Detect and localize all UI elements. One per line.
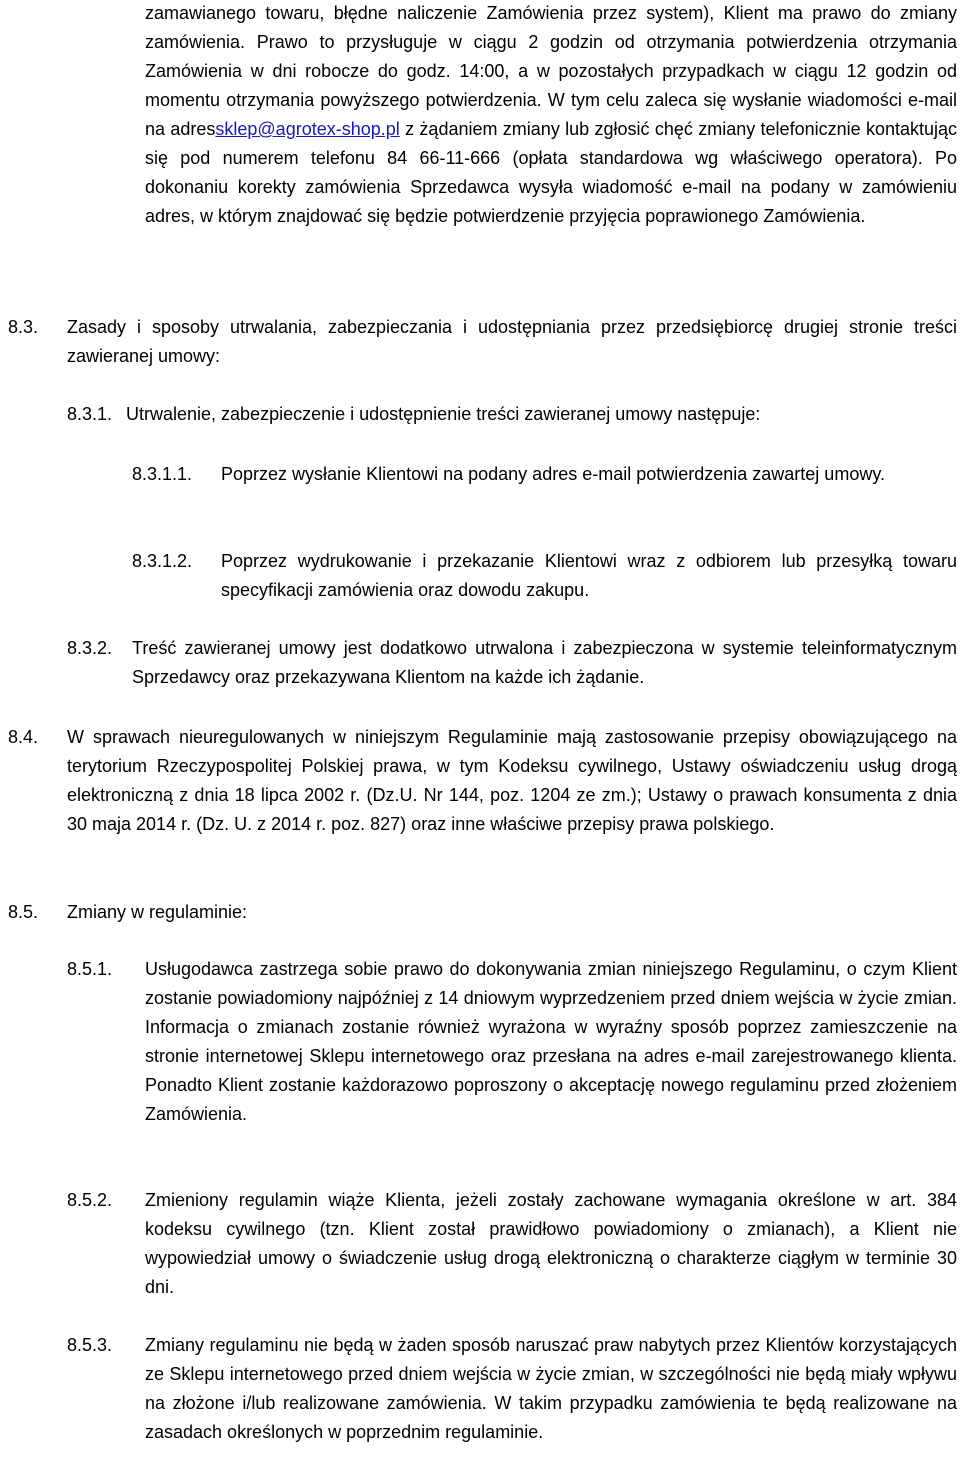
section-text: Usługodawca zastrzega sobie prawo do dokonywania zmian niniejszego Regulaminu, o czym Klient zostanie powiadomiony najpóźniej z 14 dniowym wyprzedzeniem przed dniem wejścia w życie zmian. Informacja o zmianach zostanie również wyrażona w wyraźny sposób poprzez zamieszczenie na stronie internetowej Sklepu internetowego oraz przesłana na adres e-mail zarejestrowanego klienta. Ponadto Klient zostanie każdorazowo poproszony o akceptację nowego regulaminu przed złożeniem Zamówienia. — [145, 959, 957, 1124]
section-text: Zasady i sposoby utrwalania, zabezpieczania i udostępniania przez przedsiębiorcę drugiej stronie treści zawieranej umowy: — [67, 317, 957, 366]
section-number: 8.5.2. — [67, 1190, 113, 1210]
section-number: 8.3.1.2. — [132, 551, 193, 571]
section-text: Zmiany w regulaminie: — [67, 902, 248, 922]
intro-text-part1: zamawianego towaru, błędne naliczenie Zamówienia przez system), Klient ma prawo do zmiany zamówienia. Prawo to przysługuje w ciągu 2 godzin od otrzymania potwierdzenia otrzymania Zamówienia w dni robocze do godz. 14:00, a w pozostałych przypadkach w ciągu 12 godzin od momentu otrzymania powyższego potwierdzenia. W tym celu zaleca się wysłanie wiadomości e-mail na adres — [145, 3, 957, 139]
section-number: 8.5.3. — [67, 1335, 113, 1355]
section-text: Poprzez wydrukowanie i przekazanie Klientowi wraz z odbiorem lub przesyłką towaru specyfikacji zamówienia oraz dowodu zakupu. — [221, 551, 957, 600]
section-text: Poprzez wysłanie Klientowi na podany adres e-mail potwierdzenia zawartej umowy. — [221, 464, 885, 484]
intro-text-part2: z żądaniem zmiany lub zgłosić chęć zmiany telefonicznie kontaktując się pod numerem telefonu 84 66-11-666 (opłata standardowa wg właściwego operatora). Po dokonaniu korekty zamówienia Sprzedawca wysyła wiadomość e-mail na podany w zamówieniu adres, w którym znajdować się będzie potwierdzenie przyjęcia poprawionego Zamówienia. — [145, 119, 957, 226]
section-text: Utrwalenie, zabezpieczenie i udostępnienie treści zawieranej umowy następuje: — [126, 404, 761, 424]
section-number: 8.5.1. — [67, 959, 113, 979]
section-number: 8.4. — [8, 727, 39, 747]
section-number: 8.3. — [8, 317, 39, 337]
section-text: Zmiany regulaminu nie będą w żaden sposób naruszać praw nabytych przez Klientów korzystających ze Sklepu internetowego przed dniem wejścia w życie zmian, w szczególności nie będą miały wpływu na złożone i/lub realizowane zamówienia. W takim przypadku zamówienia te będą realizowane na zasadach określonych w poprzednim regulaminie. — [145, 1335, 957, 1442]
section-text: Treść zawieranej umowy jest dodatkowo utrwalona i zabezpieczona w systemie teleinformatycznym Sprzedawcy oraz przekazywana Klientom na każde ich żądanie. — [132, 638, 957, 687]
email-link[interactable]: sklep@agrotex-shop.pl — [215, 119, 400, 139]
intro-paragraph — [145, 0, 957, 231]
section-number: 8.3.1.1. — [132, 464, 193, 484]
section-text: W sprawach nieuregulowanych w niniejszym Regulaminie mają zastosowanie przepisy obowiązującego na terytorium Rzeczypospolitej Polskiej prawa, w tym Kodeksu cywilnego, Ustawy oświadczeniu usług drogą elektroniczną z dnia 18 lipca 2002 r. (Dz.U. Nr 144, poz. 1204 ze zm.); Ustawy o prawach konsumenta z dnia 30 maja 2014 r. (Dz. U. z 2014 r. poz. 827) oraz inne właściwe przepisy prawa polskiego. — [67, 727, 957, 834]
section-number: 8.3.2. — [67, 638, 113, 658]
section-number: 8.3.1. — [67, 404, 113, 424]
section-text: Zmieniony regulamin wiąże Klienta, jeżeli zostały zachowane wymagania określone w art. 384 kodeksu cywilnego (tzn. Klient został prawidłowo powiadomiony o zmianach), a Klient nie wypowiedział umowy o świadczenie usług drogą elektroniczną o charakterze ciągłym w terminie 30 dni. — [145, 1190, 957, 1297]
section-number: 8.5. — [8, 902, 39, 922]
